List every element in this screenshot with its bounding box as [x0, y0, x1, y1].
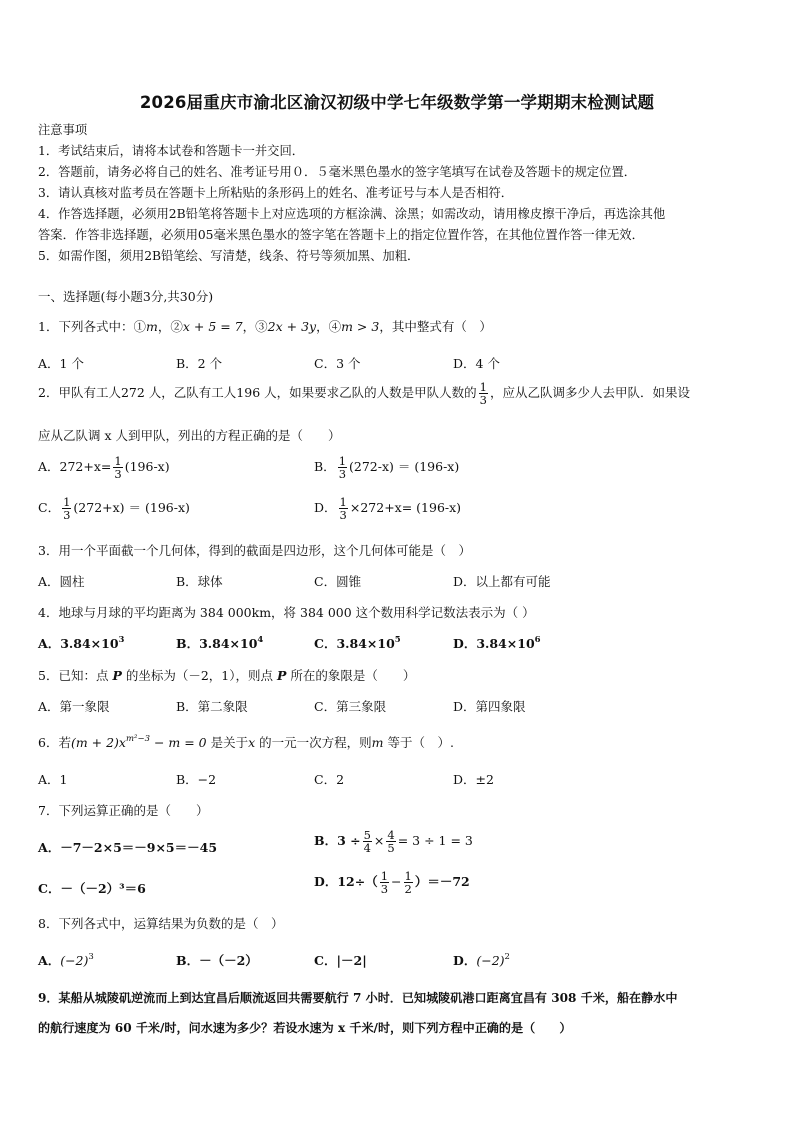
q8-d-exponent: 2	[504, 952, 510, 962]
q3-option-b: B．球体	[176, 574, 223, 589]
q1-expr-3: 2x + 3y	[267, 319, 317, 334]
q1-option-a: A．1 个	[38, 356, 84, 371]
question-5-stem	[38, 666, 415, 684]
question-3-stem: 3．用一个平面截一个几何体，得到的截面是四边形，这个几何体可能是（ ）	[38, 543, 471, 558]
fraction-denominator: 3	[479, 393, 487, 408]
q8-option-d	[453, 951, 510, 969]
q1-option-d: D．4 个	[453, 356, 500, 371]
q2-c-text: (272+x) ＝ (196-x)	[73, 500, 190, 516]
option-base: 3.84×10	[476, 636, 535, 651]
q1-expr-4: m > 3	[341, 319, 380, 334]
q2-c-fraction	[62, 496, 71, 521]
option-label: D．	[453, 636, 477, 651]
q6-var: m	[371, 735, 384, 750]
q2-option-a	[38, 455, 170, 480]
q1-sep: ，④	[316, 319, 342, 334]
q7-d-fraction-1	[380, 870, 389, 895]
q8-option-b: B．－（－2）	[176, 953, 258, 968]
note-item: 1．考试结束后，请将本试卷和答题卡一并交回．	[38, 144, 305, 158]
q7-b-fraction-2	[386, 829, 395, 854]
q5-text: 所在的象限是（ ）	[286, 668, 416, 683]
option-label: C．	[314, 636, 337, 651]
question-1-stem	[38, 317, 492, 335]
q1-prefix: 1．下列各式中：①	[38, 319, 146, 334]
q7-option-c: C．－（－2）³＝6	[38, 881, 146, 896]
q8-option-c: C．|－2|	[314, 953, 367, 968]
q7-option-a: A．－7－2×5＝－9×5＝－45	[38, 840, 218, 855]
q2-d-text: D．	[314, 500, 337, 516]
note-item: 3．请认真核对监考员在答题卡上所粘贴的条形码上的姓名、准考证号与本人是否相符．	[38, 186, 514, 200]
option-base: 3.84×10	[199, 636, 258, 651]
question-9-line-2: 的航行速度为 60 千米/时，问水速为多少？若设水速为 x 千米/时，则下列方程中正确的是（ ）	[38, 1021, 572, 1035]
q8-a-expression: (−2)	[60, 953, 89, 968]
q5-point: P	[276, 668, 287, 683]
q1-expr-2: x + 5 = 7	[182, 319, 243, 334]
option-label: D．	[453, 953, 477, 968]
question-6-stem	[38, 733, 454, 751]
fraction-numerator: 1	[479, 380, 487, 394]
q7-b-operator: ×	[373, 833, 385, 849]
q1-expr-1: m	[145, 319, 158, 334]
option-base: 3.84×10	[60, 636, 119, 651]
note-item: 5．如需作图，须用2B铅笔绘、写清楚，线条、符号等须加黑、加粗．	[38, 249, 420, 263]
q2-a-fraction	[113, 455, 122, 480]
q7-b-fraction-1	[363, 829, 372, 854]
q2-fraction	[479, 381, 488, 406]
q2-b-text: B．	[314, 459, 336, 475]
q5-point: P	[112, 668, 122, 683]
fraction-denominator: 3	[338, 467, 347, 482]
question-7-stem: 7．下列运算正确的是（ ）	[38, 803, 209, 818]
q4-option-d	[453, 634, 541, 652]
option-exponent: 3	[118, 635, 125, 645]
q6-text: 是关于	[206, 735, 249, 750]
q2-b-text: (272-x) ＝ (196-x)	[349, 459, 460, 475]
option-exponent: 5	[394, 635, 401, 645]
option-base: 3.84×10	[336, 636, 395, 651]
q1-sep: ，②	[157, 319, 183, 334]
q5-option-c: C．第三象限	[314, 699, 387, 714]
q2-a-text: (196-x)	[124, 459, 170, 475]
q6-option-d: D．±2	[453, 772, 494, 787]
q2-text: 2．甲队有工人272 人，乙队有工人196 人，如果要求乙队的人数是甲队人数的	[38, 385, 477, 401]
q7-d-text: D．12÷（	[314, 874, 378, 890]
q6-option-a: A．1	[38, 772, 68, 787]
fraction-numerator: 4	[387, 828, 395, 842]
question-9-line-1: 9．某船从城陵矶逆流而上到达宜昌后顺流返回共需要航行 7 小时．已知城陵矶港口距离宜昌有 308 千米，船在静水中	[38, 991, 678, 1005]
q2-d-fraction	[339, 496, 348, 521]
fraction-denominator: 5	[387, 841, 395, 856]
option-exponent: 6	[534, 635, 541, 645]
q7-option-b	[314, 829, 473, 854]
q2-b-fraction	[338, 455, 347, 480]
q1-option-b: B．2 个	[176, 356, 223, 371]
note-item: 答案．作答非选择题，必须用05毫米黑色墨水的签字笔在答题卡上的指定位置作答，在其他位置作答一律无效．	[38, 228, 644, 242]
option-label: B．	[176, 636, 200, 651]
q5-option-b: B．第二象限	[176, 699, 248, 714]
q4-option-a	[38, 634, 124, 652]
q4-option-c	[314, 634, 401, 652]
q2-d-text: ×272+x= (196-x)	[349, 500, 462, 516]
note-item: 4．作答选择题，必须用2B铅笔将答题卡上对应选项的方框涂满、涂黑；如需改动，请用橡皮擦干净后，再选涂其他	[38, 207, 666, 221]
q2-option-b	[314, 455, 459, 480]
fraction-denominator: 2	[404, 882, 412, 897]
q7-option-d	[314, 870, 470, 895]
q5-option-a: A．第一象限	[38, 699, 110, 714]
q8-d-expression: (−2)	[476, 953, 505, 968]
q1-sep: ，③	[242, 319, 268, 334]
q7-b-text: B．3 ÷	[314, 833, 361, 849]
note-item: 2．答题前，请务必将自己的姓名、准考证号用０．５毫米黑色墨水的签字笔填写在试卷及答题卡的规定位置．	[38, 165, 637, 179]
q5-text: 的坐标为（－2，1），则点	[121, 668, 277, 683]
q2-text: ，应从乙队调多少人去甲队．如果设	[489, 385, 690, 401]
section-heading: 一、选择题(每小题3分,共30分)	[38, 289, 214, 304]
q3-option-d: D．以上都有可能	[453, 574, 551, 589]
q2-option-c	[38, 496, 190, 521]
q3-option-c: C．圆锥	[314, 574, 362, 589]
q6-exponent: m²−3	[125, 734, 150, 744]
question-2-line-1	[38, 381, 690, 406]
option-exponent: 4	[257, 635, 264, 645]
q8-a-exponent: 3	[88, 952, 94, 962]
q2-option-d	[314, 496, 461, 521]
fraction-numerator: 1	[339, 495, 347, 509]
q6-text: 的一元一次方程，则	[255, 735, 372, 750]
q7-d-fraction-2	[404, 870, 413, 895]
question-2-line-2: 应从乙队调 x 人到甲队，列出的方程正确的是（ ）	[38, 428, 341, 443]
fraction-numerator: 1	[338, 454, 347, 468]
fraction-numerator: 1	[380, 869, 389, 883]
page-title: 2026届重庆市渝北区渝汉初级中学七年级数学第一学期期末检测试题	[139, 93, 655, 112]
q2-a-text: A．272+x=	[38, 459, 112, 475]
fraction-denominator: 3	[114, 467, 122, 482]
question-8-stem: 8．下列各式中，运算结果为负数的是（ ）	[38, 916, 284, 931]
q2-c-text: C．	[38, 500, 61, 516]
q7-d-operator: −	[391, 874, 402, 890]
q1-suffix: ，其中整式有（ ）	[379, 319, 492, 334]
fraction-denominator: 4	[363, 841, 371, 856]
option-label: A．	[38, 953, 61, 968]
question-4-stem: 4．地球与月球的平均距离为 384 000km，将 384 000 这个数用科学记数法表示为（ ）	[38, 605, 535, 620]
q6-expression: (m + 2)x	[70, 735, 126, 750]
option-label: A．	[38, 636, 61, 651]
q8-option-a	[38, 951, 94, 969]
fraction-denominator: 3	[339, 508, 347, 523]
q6-option-c: C．2	[314, 772, 345, 787]
q1-option-c: C．3 个	[314, 356, 361, 371]
q7-b-text: = 3 ÷ 1 = 3	[397, 833, 473, 849]
q6-text: 等于（ ）.	[383, 735, 454, 750]
q5-text: 5．已知：点	[38, 668, 113, 683]
fraction-numerator: 1	[114, 454, 122, 468]
fraction-numerator: 1	[404, 869, 412, 883]
notes-heading: 注意事项	[38, 123, 88, 137]
q7-d-text: ）＝－72	[414, 874, 470, 890]
q6-expression: − m = 0	[149, 735, 207, 750]
q6-var: x	[248, 735, 256, 750]
q3-option-a: A．圆柱	[38, 574, 85, 589]
fraction-numerator: 1	[63, 495, 71, 509]
q6-text: 6．若	[38, 735, 71, 750]
q4-option-b	[176, 634, 263, 652]
q6-option-b: B．−2	[176, 772, 217, 787]
fraction-denominator: 3	[380, 882, 389, 897]
q5-option-d: D．第四象限	[453, 699, 526, 714]
fraction-denominator: 3	[63, 508, 71, 523]
fraction-numerator: 5	[363, 828, 371, 842]
